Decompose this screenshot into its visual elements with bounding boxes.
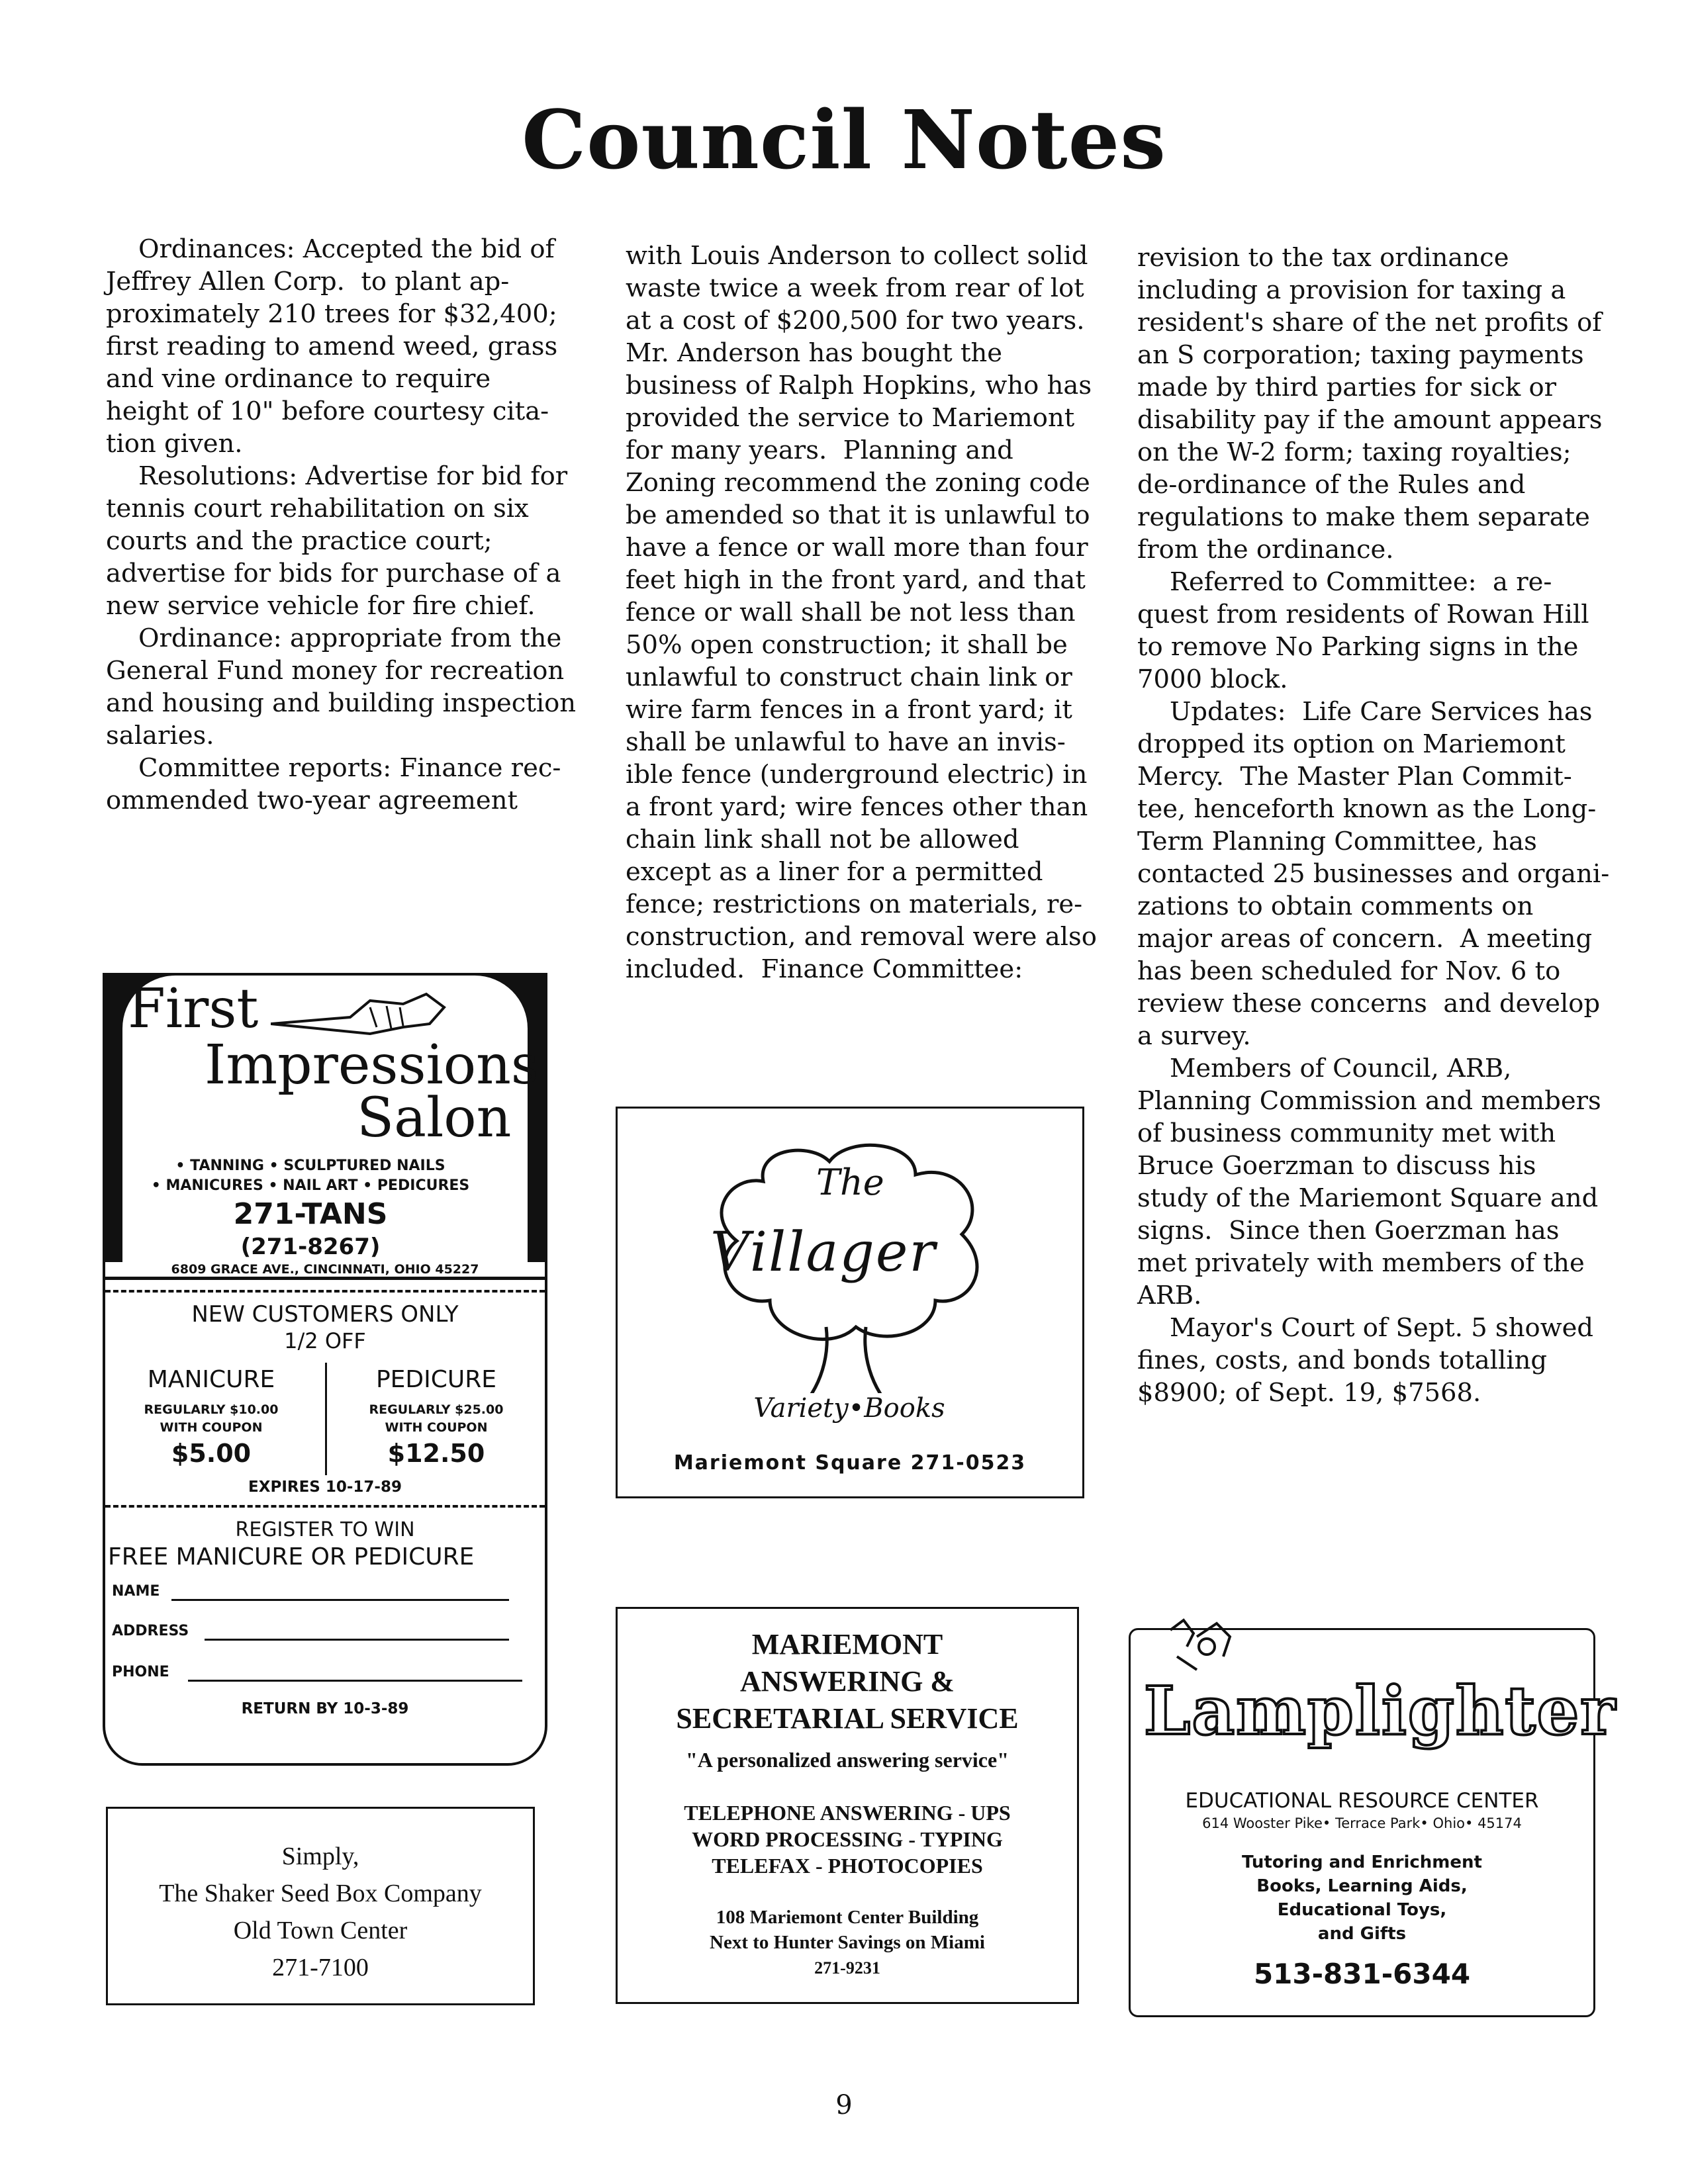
article-line: to remove No Parking signs in the xyxy=(1137,632,1579,662)
coupon-heading: NEW CUSTOMERS ONLY xyxy=(191,1301,459,1328)
answering-service-1: TELEPHONE ANSWERING - UPS xyxy=(684,1801,1011,1825)
answering-phone: 271-9231 xyxy=(814,1958,880,1978)
salon-services-1: • TANNING • SCULPTURED NAILS xyxy=(175,1158,445,1174)
article-line: Members of Council, ARB, xyxy=(1137,1054,1512,1083)
answering-head-3: SECRETARIAL SERVICE xyxy=(676,1702,1019,1735)
answering-service-3: TELEFAX - PHOTOCOPIES xyxy=(712,1854,983,1878)
address-field[interactable] xyxy=(112,1623,509,1639)
article-line: $8900; of Sept. 19, $7568. xyxy=(1137,1378,1481,1408)
lamplighter-line-1: Tutoring and Enrichment xyxy=(1242,1852,1482,1872)
article-line: and housing and building inspection xyxy=(106,688,577,718)
pedicure-price: $12.50 xyxy=(387,1439,485,1468)
article-line: Updates: Life Care Services has xyxy=(1137,697,1593,727)
article-line: Referred to Committee: a re- xyxy=(1137,567,1552,597)
article-line: zations to obtain comments on xyxy=(1137,891,1534,921)
article-line: contacted 25 businesses and organi- xyxy=(1137,859,1610,889)
article-line: salaries. xyxy=(106,721,214,751)
article-line: construction, and removal were also xyxy=(626,922,1097,952)
lamplighter-logo-text: Lamplighter xyxy=(1144,1672,1617,1750)
article-line: Term Planning Committee, has xyxy=(1137,827,1537,856)
lamplighter-logo xyxy=(1144,1671,1617,1751)
salon-phone-word: 271-TANS xyxy=(233,1197,388,1231)
article-line: ARB. xyxy=(1137,1281,1202,1310)
article-line: major areas of concern. A meeting xyxy=(1137,924,1593,954)
article-line: proximately 210 trees for $32,400; xyxy=(106,299,557,329)
article-line: tion given. xyxy=(106,429,243,459)
lamplighter-line-2: Books, Learning Aids, xyxy=(1256,1876,1468,1896)
article-line: fines, costs, and bonds totalling xyxy=(1137,1345,1548,1375)
article-line: new service vehicle for fire chief. xyxy=(106,591,536,621)
article-line: 7000 block. xyxy=(1137,664,1288,694)
article-line: 50% open construction; it shall be xyxy=(626,630,1068,660)
name-line xyxy=(171,1599,509,1601)
article-line: tennis court rehabilitation on six xyxy=(106,494,529,523)
article-line: feet high in the front yard, and that xyxy=(626,565,1086,595)
article-line: have a fence or wall more than four xyxy=(626,533,1088,563)
article-line: advertise for bids for purchase of a xyxy=(106,559,561,588)
article-line: from the ordinance. xyxy=(1137,535,1394,565)
answering-address-1: 108 Mariemont Center Building xyxy=(716,1907,979,1928)
ad-lamplighter xyxy=(1129,1628,1617,2017)
name-field[interactable] xyxy=(112,1583,509,1600)
answering-head-1: MARIEMONT xyxy=(751,1628,943,1661)
article-line: be amended so that it is unlawful to xyxy=(626,500,1090,530)
article-line: Ordinance: appropriate from the xyxy=(106,623,562,653)
shaker-line-3: Old Town Center xyxy=(233,1917,408,1944)
page-title: Council Notes xyxy=(522,92,1166,187)
article-line: ommended two-year agreement xyxy=(106,786,518,815)
article-line: has been scheduled for Nov. 6 to xyxy=(1137,956,1561,986)
article-line: study of the Mariemont Square and xyxy=(1137,1183,1599,1213)
lamplighter-line-4: and Gifts xyxy=(1317,1924,1407,1944)
coupon-divider-1 xyxy=(105,1290,545,1293)
salon-logo-impressions: Impressions xyxy=(205,1034,539,1097)
article-line: an S corporation; taxing payments xyxy=(1137,340,1584,370)
article-line: unlawful to construct chain link or xyxy=(626,662,1072,692)
article-line: dropped its option on Mariemont xyxy=(1137,729,1566,759)
article-line: shall be unlawful to have an invis- xyxy=(626,727,1066,757)
article-line: signs. Since then Goerzman has xyxy=(1137,1216,1560,1246)
article-line: made by third parties for sick or xyxy=(1137,373,1557,402)
phone-line xyxy=(188,1680,522,1682)
article-line: first reading to amend weed, grass xyxy=(106,332,558,361)
answering-address-2: Next to Hunter Savings on Miami xyxy=(710,1932,985,1953)
article-line: and vine ordinance to require xyxy=(106,364,491,394)
answering-head-2: ANSWERING & xyxy=(740,1665,955,1698)
shaker-line-1: Simply, xyxy=(281,1843,359,1870)
article-line: quest from residents of Rowan Hill xyxy=(1137,600,1589,629)
pedicure-title: PEDICURE xyxy=(375,1366,497,1393)
register-line-1: REGISTER TO WIN xyxy=(235,1518,415,1541)
manicure-price: $5.00 xyxy=(171,1439,252,1468)
article-line: provided the service to Mariemont xyxy=(626,403,1075,433)
shaker-line-2: The Shaker Seed Box Company xyxy=(159,1880,482,1907)
salon-phone-number: (271-8267) xyxy=(240,1234,381,1260)
article-line: Zoning recommend the zoning code xyxy=(626,468,1090,498)
article-line: for many years. Planning and xyxy=(626,435,1013,465)
address-line xyxy=(205,1639,509,1641)
article-line: met privately with members of the xyxy=(1137,1248,1585,1278)
salon-address: 6809 GRACE AVE., CINCINNATI, OHIO 45227 xyxy=(105,1262,545,1277)
page-number: 9 xyxy=(835,2090,853,2120)
article-line: on the W-2 form; taxing royalties; xyxy=(1137,437,1571,467)
ad-mariemont-answering xyxy=(616,1607,1079,2004)
article-line: with Louis Anderson to collect solid xyxy=(626,241,1088,271)
villager-logo-the: The xyxy=(816,1161,884,1203)
ad-first-impressions-salon xyxy=(103,973,547,1766)
article-line: chain link shall not be allowed xyxy=(626,825,1019,854)
shaker-line-4: 271-7100 xyxy=(272,1954,369,1981)
lamplighter-line-3: Educational Toys, xyxy=(1277,1900,1447,1920)
article-line: fence or wall shall be not less than xyxy=(626,598,1076,627)
article-line: revision to the tax ordinance xyxy=(1137,243,1509,273)
phone-field[interactable] xyxy=(112,1664,522,1680)
article-line: wire farm fences in a front yard; it xyxy=(626,695,1072,725)
manicure-title: MANICURE xyxy=(147,1366,275,1393)
article-line: Committee reports: Finance rec- xyxy=(106,753,561,783)
villager-footer: Mariemont Square 271-0523 xyxy=(673,1451,1027,1475)
coupon-expires: EXPIRES 10-17-89 xyxy=(248,1479,402,1496)
villager-logo-subtitle: Variety•Books xyxy=(710,1393,988,1424)
address-label: ADDRESS xyxy=(112,1623,189,1639)
article-line: Planning Commission and members xyxy=(1137,1086,1601,1116)
coupon-subheading: 1/2 OFF xyxy=(284,1328,366,1353)
coupon-center-rule xyxy=(325,1363,327,1475)
register-line-2: FREE MANICURE OR PEDICURE xyxy=(108,1543,475,1570)
article-line: at a cost of $200,500 for two years. xyxy=(626,306,1085,336)
article-line: Mr. Anderson has bought the xyxy=(626,338,1003,368)
article-line: General Fund money for recreation xyxy=(106,656,565,686)
article-line: Mercy. The Master Plan Commit- xyxy=(1137,762,1572,792)
article-line: Bruce Goerzman to discuss his xyxy=(1137,1151,1536,1181)
article-line: business of Ralph Hopkins, who has xyxy=(626,371,1092,400)
article-line: except as a liner for a permitted xyxy=(626,857,1043,887)
article-line: a front yard; wire fences other than xyxy=(626,792,1088,822)
article-line: Jeffrey Allen Corp. to plant ap- xyxy=(106,267,510,296)
article-line: Mayor's Court of Sept. 5 showed xyxy=(1137,1313,1594,1343)
villager-logo-name: Villager xyxy=(710,1221,937,1284)
article-line: including a provision for taxing a xyxy=(1137,275,1566,305)
lamp-figure-icon xyxy=(1157,1617,1250,1676)
salon-logo-salon: Salon xyxy=(357,1087,512,1150)
article-line: included. Finance Committee: xyxy=(626,954,1023,984)
ad-shaker-seed-box xyxy=(106,1807,535,2005)
salon-services-2: • MANICURES • NAIL ART • PEDICURES xyxy=(151,1177,470,1194)
article-line: de-ordinance of the Rules and xyxy=(1137,470,1526,500)
article-line: resident's share of the net profits of xyxy=(1137,308,1602,338)
article-line: a survey. xyxy=(1137,1021,1251,1051)
article-column-3 xyxy=(1137,242,1627,1409)
article-line: Ordinances: Accepted the bid of xyxy=(106,234,555,264)
pedicure-regular: REGULARLY $25.00 xyxy=(369,1402,504,1417)
answering-service-2: WORD PROCESSING - TYPING xyxy=(692,1827,1003,1851)
article-line: waste twice a week from rear of lot xyxy=(626,273,1084,303)
ad-villager-books xyxy=(616,1107,1084,1498)
article-line: ible fence (underground electric) in xyxy=(626,760,1088,790)
pedicure-with-coupon: WITH COUPON xyxy=(385,1420,488,1435)
article-line: courts and the practice court; xyxy=(106,526,492,556)
article-line: disability pay if the amount appears xyxy=(1137,405,1603,435)
answering-tagline: "A personalized answering service" xyxy=(686,1748,1009,1772)
coupon-divider-2 xyxy=(105,1505,545,1508)
article-line: height of 10" before courtesy cita- xyxy=(106,396,549,426)
lamplighter-subtitle-1: EDUCATIONAL RESOURCE CENTER xyxy=(1185,1789,1539,1813)
salon-logo-first: First xyxy=(128,978,259,1040)
manicure-regular: REGULARLY $10.00 xyxy=(144,1402,279,1417)
lamplighter-subtitle-2: 614 Wooster Pike• Terrace Park• Ohio• 45174 xyxy=(1202,1815,1522,1831)
article-column-2 xyxy=(626,240,1115,985)
article-line: tee, henceforth known as the Long- xyxy=(1137,794,1597,824)
manicure-with-coupon: WITH COUPON xyxy=(160,1420,263,1435)
lamplighter-phone: 513-831-6344 xyxy=(1253,1958,1471,1990)
article-line: regulations to make them separate xyxy=(1137,502,1590,532)
article-column-1 xyxy=(106,233,596,817)
article-line: review these concerns and develop xyxy=(1137,989,1601,1019)
name-label: NAME xyxy=(112,1583,160,1600)
article-line: of business community met with xyxy=(1137,1118,1556,1148)
article-line: fence; restrictions on materials, re- xyxy=(626,889,1083,919)
article-line: Resolutions: Advertise for bid for xyxy=(106,461,568,491)
phone-label: PHONE xyxy=(112,1664,169,1680)
return-by: RETURN BY 10-3-89 xyxy=(241,1700,409,1717)
